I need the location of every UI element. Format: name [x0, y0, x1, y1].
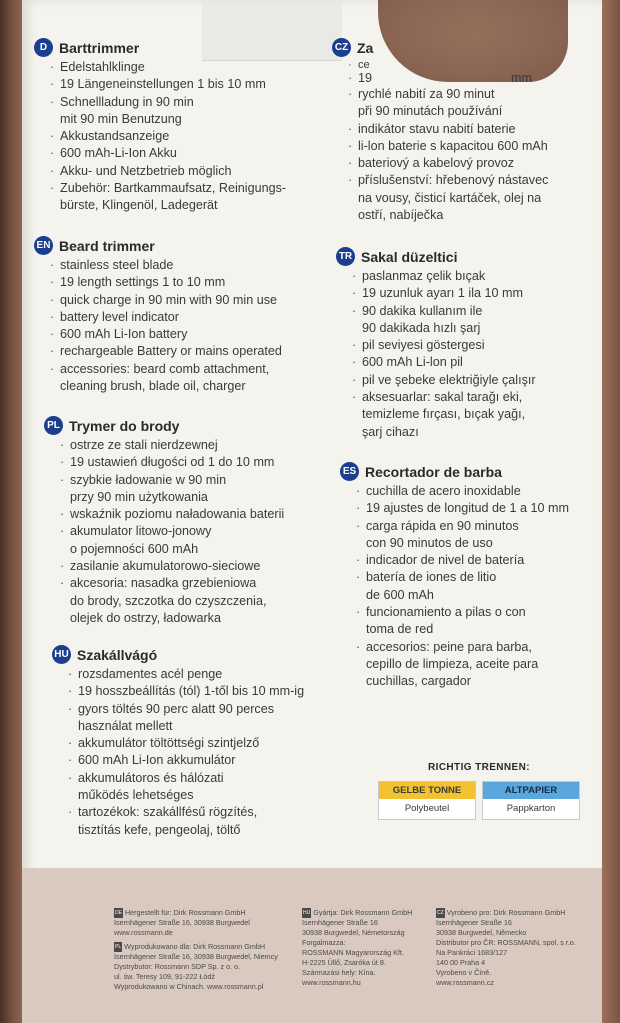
list-item-continuation: při 90 minutách používání — [358, 104, 503, 119]
list-item: · gyors töltés 90 perc alatt 90 perces — [66, 701, 304, 718]
language-badge-de: D — [34, 38, 53, 57]
list-item: · batería de iones de litio — [354, 569, 569, 586]
imprint-line: H-2225 Üllő, Zsaróka út 8. — [302, 958, 386, 967]
imprint-line: Isernhägener Straße 16, 30938 Burgwedel — [114, 918, 250, 927]
list-item: · pil ve şebeke elektriğiyle çalışır — [350, 372, 536, 389]
list-item-continuation: cuchillas, cargador — [366, 674, 471, 689]
imprint-line: Isernhägener Straße 16 — [436, 918, 512, 927]
section-hu — [52, 645, 304, 839]
list-item: · 19 length settings 1 to 10 mm — [48, 274, 282, 291]
imprint-de — [114, 908, 250, 938]
language-badge-pl: PL — [44, 416, 63, 435]
list-item: · akumulator litowo-jonowy — [58, 523, 284, 540]
list-item: · 19 ajustes de longitud de 1 a 10 mm — [354, 500, 569, 517]
list-item: · akkumulátoros és hálózati — [66, 770, 304, 787]
list-item: · Zubehör: Bartkammaufsatz, Reinigungs- — [48, 180, 286, 197]
list-item: · ostrze ze stali nierdzewnej — [58, 437, 284, 454]
imprint-code: DE — [115, 910, 122, 916]
list-item-text: 19 — [358, 71, 373, 85]
language-badge-tr: TR — [336, 247, 355, 266]
list-item: · aksesuarlar: sakal tarağı eki, — [350, 389, 536, 406]
section-title-hu: Szakállvágó — [77, 646, 158, 663]
list-item: · Schnellladung in 90 min — [48, 94, 286, 111]
package-back-panel — [22, 0, 602, 1023]
recycling-bin-material: Polybeutel — [404, 803, 450, 814]
list-item-continuation: do brody, szczotka do czyszczenia, — [70, 593, 267, 608]
section-de — [34, 38, 286, 215]
imprint-line: 30938 Burgwedel, Německo — [436, 928, 527, 937]
imprint-line: www.rossmann.de — [114, 928, 173, 937]
language-badge-hu: HU — [52, 645, 71, 664]
imprint-line: Isernhägener Straße 16 — [302, 918, 378, 927]
imprint-line: Isernhägener Straße 16, 30938 Burgwedel, Niemcy — [114, 952, 278, 961]
list-item-continuation: cleaning brush, blade oil, charger — [60, 379, 246, 394]
imprint-pl — [114, 942, 278, 992]
imprint-line: Distributor pro ČR: ROSSMANN, spol. s r.o. — [436, 938, 576, 947]
list-item: · stainless steel blade — [48, 257, 282, 274]
list-item-continuation: şarj cihazı — [362, 424, 419, 439]
imprint-line: Dystrybutor: Rossmann SDP Sp. z o. o. — [114, 962, 241, 971]
list-item: · 19 ustawień długości od 1 do 10 mm — [58, 454, 284, 471]
imprint-code: PL — [115, 944, 122, 950]
list-item: · zasilanie akumulatorowo-sieciowe — [58, 558, 284, 575]
imprint-line: Na Pankráci 1683/127 — [436, 948, 508, 957]
section-title-cz: Za — [357, 39, 374, 56]
section-title-tr: Sakal düzeltici — [361, 248, 458, 265]
list-item-continuation: ostří, nabíječka — [358, 208, 444, 223]
list-item: · Edelstahlklinge — [48, 59, 286, 76]
imprint-line: Forgalmazza: — [302, 938, 346, 947]
table-surface-left — [0, 0, 22, 1023]
list-item: · carga rápida en 90 minutos — [354, 518, 569, 535]
list-item: · 19 uzunluk ayarı 1 ila 10 mm — [350, 285, 536, 302]
imprint-line: ul. św. Teresy 109, 91-222 Łódź — [114, 972, 215, 981]
list-item-continuation: con 90 minutos de uso — [366, 535, 493, 550]
list-item: · Akku- und Netzbetrieb möglich — [48, 163, 286, 180]
imprint-line: www.rossmann.hu — [302, 978, 361, 987]
list-item: · bateriový a kabelový provoz — [346, 155, 548, 172]
list-item-text: mm — [511, 71, 532, 85]
list-item-continuation: przy 90 min użytkowania — [70, 489, 208, 504]
imprint-line: Gyártja: Dirk Rossmann GmbH — [313, 908, 413, 917]
recycling-bin-yellow — [378, 781, 476, 820]
language-badge-en: EN — [34, 236, 53, 255]
section-title-pl: Trymer do brody — [69, 417, 180, 434]
imprint-line: 140 00 Praha 4 — [436, 958, 486, 967]
imprint-line: Vyrobeno v Číně. — [436, 968, 492, 977]
imprint-code: CZ — [437, 910, 444, 916]
list-item: · li-lon baterie s kapacitou 600 mAh — [346, 138, 548, 155]
list-item: · 600 mAh Li-lon pil — [350, 354, 536, 371]
recycling-bin-material: Pappkarton — [506, 803, 556, 814]
imprint-line: www.rossmann.cz — [436, 978, 494, 987]
imprint-code: HU — [303, 910, 311, 916]
list-item-continuation: cepillo de limpieza, aceite para — [366, 656, 539, 671]
list-item: · funcionamiento a pilas o con — [354, 604, 569, 621]
list-item-continuation: temizleme fırçası, bıçak yağı, — [362, 407, 526, 422]
recycling-bin-blue — [482, 781, 580, 820]
imprint-line: ROSSMANN Magyarország Kft. — [302, 948, 404, 957]
imprint-line: Hergestellt für: Dirk Rossmann GmbH — [124, 908, 246, 917]
list-item: · příslušenství: hřebenový nástavec — [346, 172, 548, 189]
section-tr — [336, 247, 536, 441]
list-item: · akcesoria: nasadka grzebieniowa — [58, 575, 284, 592]
imprint-footer — [22, 868, 602, 1023]
list-item: · indikátor stavu nabití baterie — [346, 121, 548, 138]
table-surface-right — [602, 0, 620, 1023]
list-item-continuation: működés lehetséges — [78, 788, 194, 803]
section-title-en: Beard trimmer — [59, 237, 155, 254]
list-item-continuation: olejek do ostrzy, ładowarka — [70, 610, 221, 625]
list-item: · wskaźnik poziomu naładowania baterii — [58, 506, 284, 523]
list-item — [346, 71, 548, 86]
imprint-cz — [436, 908, 576, 988]
list-item: · 19 Längeneinstellungen 1 bis 10 mm — [48, 76, 286, 93]
list-item: · 600 mAh Li-Ion akkumulátor — [66, 752, 304, 769]
list-item: · rychlé nabití za 90 minut — [346, 86, 548, 103]
list-item: · Akkustandsanzeige — [48, 128, 286, 145]
list-item: · 90 dakika kullanım ile — [350, 303, 536, 320]
list-item-continuation: o pojemności 600 mAh — [70, 541, 199, 556]
section-cz — [332, 38, 548, 224]
section-title-de: Barttrimmer — [59, 39, 140, 56]
list-item-text: ce — [358, 59, 370, 71]
imprint-line: Vyrobeno pro: Dirk Rossmann GmbH — [446, 908, 566, 917]
list-item: · indicador de nivel de batería — [354, 552, 569, 569]
list-item: · pil seviyesi göstergesi — [350, 337, 536, 354]
list-item: · szybkie ładowanie w 90 min — [58, 472, 284, 489]
section-en — [34, 236, 282, 395]
list-item: · rechargeable Battery or mains operated — [48, 343, 282, 360]
list-item: · paslanmaz çelik bıçak — [350, 268, 536, 285]
list-item-continuation: 90 dakikada hızlı şarj — [362, 320, 481, 335]
list-item-continuation: bürste, Klingenöl, Ladegerät — [60, 198, 218, 213]
imprint-line: 30938 Burgwedel, Németország — [302, 928, 405, 937]
recycling-bin-label: GELBE TONNE — [379, 782, 475, 799]
language-badge-cz: CZ — [332, 38, 351, 57]
language-badge-es: ES — [340, 462, 359, 481]
list-item: · accesorios: peine para barba, — [354, 639, 569, 656]
list-item: · rozsdamentes acél penge — [66, 666, 304, 683]
imprint-line: Wyprodukowano w Chinach. www.rossmann.pl — [114, 982, 264, 991]
list-item-continuation: használat mellett — [78, 718, 173, 733]
list-item: · 19 hosszbeállítás (tól) 1-től bis 10 mm-ig — [66, 683, 304, 700]
list-item: · 600 mAh Li-Ion battery — [48, 326, 282, 343]
section-pl — [44, 416, 284, 627]
list-item: · battery level indicator — [48, 309, 282, 326]
section-es — [340, 462, 569, 691]
list-item: · tartozékok: szakállfésű rögzítés, — [66, 804, 304, 821]
list-item: · quick charge in 90 min with 90 min use — [48, 292, 282, 309]
list-item: · akkumulátor töltöttségi szintjelző — [66, 735, 304, 752]
list-item-continuation: tisztítás kefe, pengeolaj, töltő — [78, 822, 241, 837]
list-item: · accessories: beard comb attachment, — [48, 361, 282, 378]
list-item — [346, 59, 548, 71]
recycling-bin-label: ALTPAPIER — [483, 782, 579, 799]
imprint-hu — [302, 908, 412, 988]
list-item: · 600 mAh-Li-Ion Akku — [48, 145, 286, 162]
recycling-title: RICHTIG TRENNEN: — [428, 762, 530, 773]
list-item-continuation: toma de red — [366, 622, 434, 637]
section-title-es: Recortador de barba — [365, 463, 502, 480]
recycling-guide — [364, 762, 594, 820]
imprint-line: Származási hely: Kína. — [302, 968, 376, 977]
list-item-continuation: na vousy, čisticí kartáček, olej na — [358, 190, 542, 205]
list-item-continuation: mit 90 min Benutzung — [60, 111, 182, 126]
list-item: · cuchilla de acero inoxidable — [354, 483, 569, 500]
imprint-line: Wyprodukowano dla: Dirk Rossmann GmbH — [124, 942, 266, 951]
list-item-continuation: de 600 mAh — [366, 587, 434, 602]
